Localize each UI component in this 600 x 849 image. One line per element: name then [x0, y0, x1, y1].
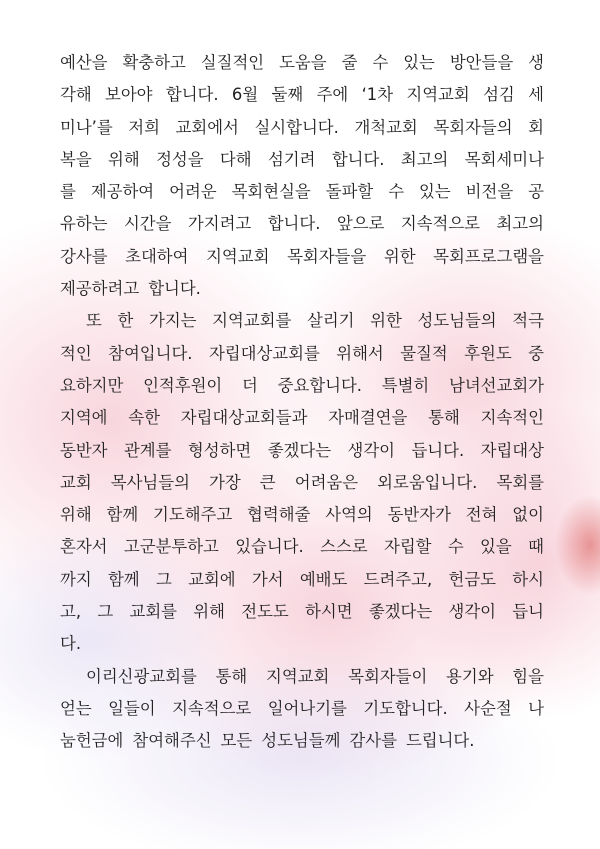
text-line: 유하는 시간을 가지려고 합니다. 앞으로 지속적으로 최고의: [60, 214, 544, 234]
text-line: 복을 위해 정성을 다해 섬기려 합니다. 최고의 목회세미나: [60, 149, 544, 169]
paragraph: [60, 661, 544, 758]
text-line: 위해 함께 기도해주고 협력해줄 사역의 동반자가 전혀 없이: [60, 505, 544, 525]
text-line: 강사를 초대하여 지역교회 목회자들을 위한 목회프로그램을: [60, 246, 544, 266]
text-line: 얻는 일들이 지속적으로 일어나기를 기도합니다. 사순절 나: [60, 698, 544, 718]
text-line: 이리신광교회를 통해 지역교회 목회자들이 용기와 힘을: [86, 666, 544, 686]
text-line: 또 한 가지는 지역교회를 살리기 위한 성도님들의 적극: [86, 311, 544, 331]
text-line: 혼자서 고군분투하고 있습니다. 스스로 자립할 수 있을 때: [60, 537, 544, 557]
text-line: 다.: [60, 634, 82, 654]
text-line: 고, 그 교회를 위해 전도도 하시면 좋겠다는 생각이 듭니: [60, 602, 544, 622]
paragraph: [60, 305, 544, 660]
text-line: 까지 함께 그 교회에 가서 예배도 드려주고, 헌금도 하시: [60, 569, 544, 589]
text-line: 예산을 확충하고 실질적인 도움을 줄 수 있는 방안들을 생: [60, 53, 544, 72]
text-line: 요하지만 인적후원이 더 중요합니다. 특별히 남녀선교회가: [60, 375, 544, 395]
text-line: 미나’를 저희 교회에서 실시합니다. 개척교회 목회자들의 회: [60, 117, 544, 137]
text-line: 교회 목사님들의 가장 큰 어려움은 외로움입니다. 목회를: [60, 472, 544, 492]
text-line: 를 제공하여 어려운 목회현실을 돌파할 수 있는 비전을 공: [60, 182, 544, 202]
text-line: 동반자 관계를 형성하면 좋겠다는 생각이 듭니다. 자립대상: [60, 440, 544, 460]
text-line: 적인 참여입니다. 자립대상교회를 위해서 물질적 후원도 중: [60, 343, 544, 363]
text-line: 눔헌금에 참여해주신 모든 성도님들께 감사를 드립니다.: [60, 731, 475, 751]
text-line: 각해 보아야 합니다. 6월 둘째 주에 ‘1차 지역교회 섬김 세: [60, 85, 544, 105]
paragraph: [60, 47, 544, 305]
document-body: [60, 47, 544, 758]
text-line: 지역에 속한 자립대상교회들과 자매결연을 통해 지속적인: [60, 408, 544, 428]
text-line: 제공하려고 합니다.: [60, 279, 201, 299]
